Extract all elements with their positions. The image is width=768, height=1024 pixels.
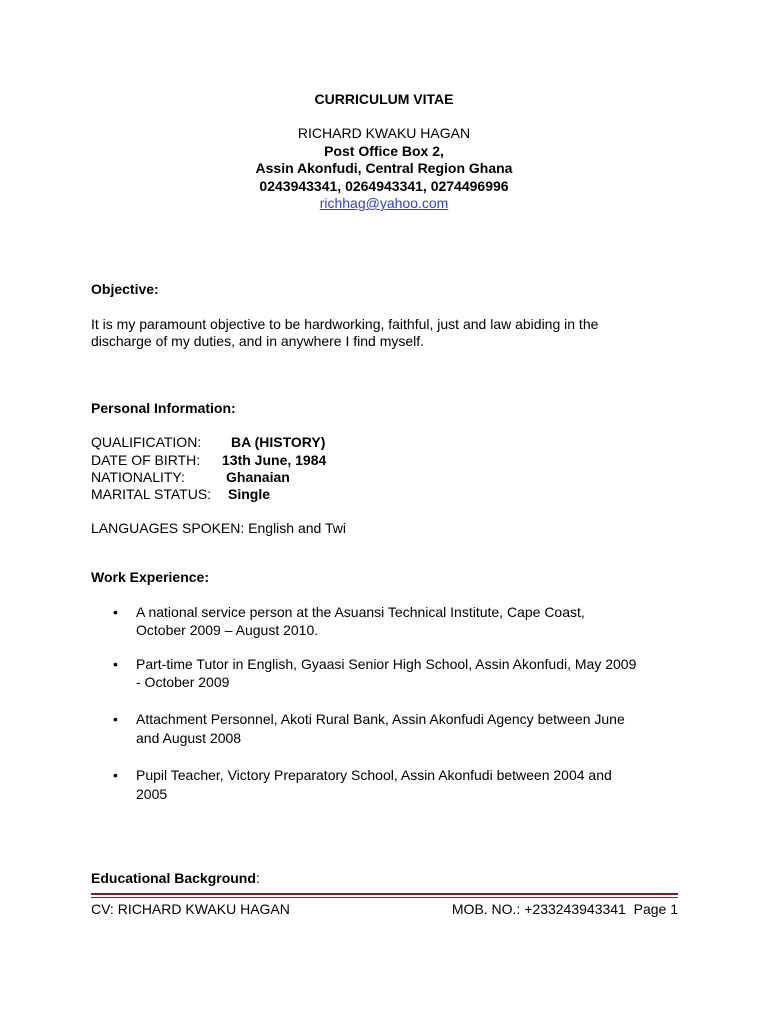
work-item-line-1: Part-time Tutor in English, Gyaasi Senior High School, Assin Akonfudi, May 2009 xyxy=(136,656,637,672)
bullet-icon: • xyxy=(113,711,118,727)
bullet-icon: • xyxy=(113,767,118,783)
qualification-value: BA (HISTORY) xyxy=(231,434,326,450)
education-heading-row xyxy=(91,870,260,887)
marital-status-value: Single xyxy=(228,486,271,502)
work-item-line-1: Attachment Personnel, Akoti Rural Bank, Assin Akonfudi Agency between June xyxy=(136,711,625,727)
education-heading: Educational Background xyxy=(91,870,256,886)
dob-label: DATE OF BIRTH: xyxy=(91,452,201,468)
objective-text-line-2: discharge of my duties, and in anywhere I find myself. xyxy=(91,333,425,349)
address-line-2: Assin Akonfudi, Central Region Ghana xyxy=(255,160,513,176)
dob-value: 13th June, 1984 xyxy=(222,452,327,468)
address-line-1: Post Office Box 2, xyxy=(324,143,444,159)
footer-divider-thin xyxy=(91,897,678,898)
bullet-icon: • xyxy=(113,656,118,672)
languages-spoken: LANGUAGES SPOKEN: English and Twi xyxy=(91,520,346,536)
work-item-line-2: and August 2008 xyxy=(136,730,242,746)
nationality-label: NATIONALITY: xyxy=(91,469,185,485)
applicant-name: RICHARD KWAKU HAGAN xyxy=(297,125,471,141)
nationality-value: Ghanaian xyxy=(226,469,290,485)
work-item-line-2: - October 2009 xyxy=(136,674,230,690)
email-link[interactable]: richhag@yahoo.com xyxy=(319,195,449,211)
bullet-icon: • xyxy=(113,604,118,620)
phone-numbers: 0243943341, 0264943341, 0274496996 xyxy=(259,178,509,194)
work-item-line-2: 2005 xyxy=(136,786,168,802)
document-title: CURRICULUM VITAE xyxy=(314,91,454,107)
work-item-line-1: A national service person at the Asuansi Technical Institute, Cape Coast, xyxy=(136,604,585,620)
marital-status-label: MARITAL STATUS: xyxy=(91,486,212,502)
education-heading-colon: : xyxy=(255,870,260,886)
footer-right-text: MOB. NO.: +233243943341 Page 1 xyxy=(451,901,678,917)
qualification-label: QUALIFICATION: xyxy=(91,434,202,450)
personal-info-heading: Personal Information: xyxy=(91,400,236,416)
work-experience-heading: Work Experience: xyxy=(91,569,210,585)
objective-heading: Objective: xyxy=(91,281,159,297)
work-item-line-1: Pupil Teacher, Victory Preparatory School, Assin Akonfudi between 2004 and xyxy=(136,767,612,783)
objective-text-line-1: It is my paramount objective to be hardworking, faithful, just and law abiding in the xyxy=(91,316,599,332)
work-item-line-2: October 2009 – August 2010. xyxy=(136,622,319,638)
footer-left-text: CV: RICHARD KWAKU HAGAN xyxy=(91,901,290,917)
footer-divider xyxy=(91,893,678,895)
